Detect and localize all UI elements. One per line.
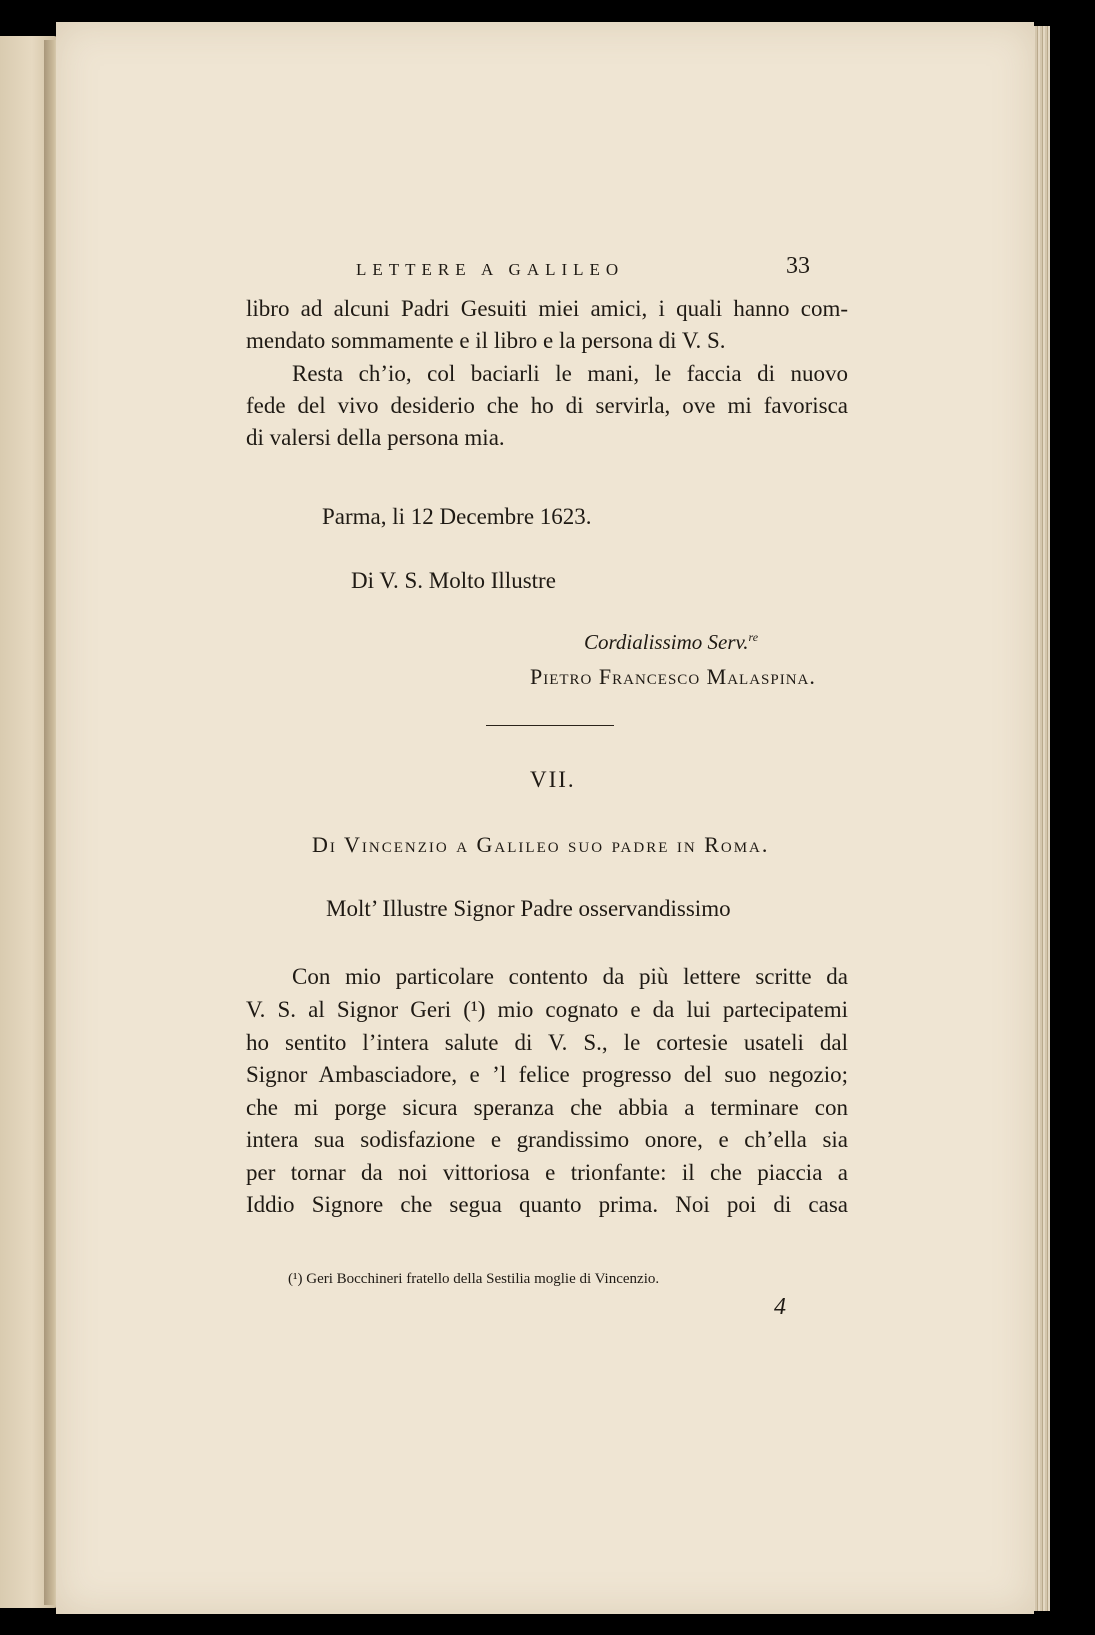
salutation: Di V. S. Molto Illustre (351, 568, 556, 593)
section-title: Di Vincenzio a Galileo suo padre in Roma. (312, 832, 770, 857)
body-line: Con mio particolare contento da più lettere scritte da (292, 964, 848, 989)
body-line: mendato sommamente e il libro e la persona di V. S. (246, 328, 726, 353)
body-line: fede del vivo desiderio che ho di servirla, ove mi favorisca (246, 393, 848, 418)
place-date: Parma, li 12 Decembre 1623. (322, 504, 592, 529)
body-line: libro ad alcuni Padri Gesuiti miei amici, i quali hanno com- (246, 296, 848, 321)
body-line: ho sentito l’intera salute di V. S., le cortesie usateli dal (246, 1030, 848, 1055)
signature: Pietro Francesco Malaspina. (530, 664, 816, 689)
section-divider (486, 725, 614, 726)
letter-greeting: Molt’ Illustre Signor Padre osservandissimo (326, 896, 731, 921)
body-line: Resta ch’io, col baciarli le mani, le faccia di nuovo (292, 361, 848, 386)
body-line: V. S. al Signor Geri (¹) mio cognato e da lui partecipatemi (246, 997, 848, 1022)
page-number: 33 (786, 253, 810, 279)
section-number: VII. (530, 767, 576, 792)
closing (584, 630, 758, 655)
body-line: che mi porge sicura speranza che abbia a terminare con (246, 1095, 848, 1120)
book-page (56, 22, 1034, 1614)
body-line: per tornar da noi vittoriosa e trionfante: il che piaccia a (246, 1160, 848, 1185)
closing-text: Cordialissimo Serv. (584, 630, 749, 654)
running-head: LETTERE A GALILEO (356, 260, 625, 279)
closing-superscript: re (748, 630, 759, 644)
footnote: (¹) Geri Bocchineri fratello della Sestilia moglie di Vincenzio. (288, 1271, 660, 1287)
body-line: di valersi della persona mia. (246, 425, 505, 450)
body-line: Iddio Signore che segua quanto prima. Noi poi di casa (246, 1192, 848, 1217)
printer-signature-mark: 4 (774, 1294, 786, 1320)
body-line: intera sua sodisfazione e grandissimo onore, e ch’ella sia (246, 1127, 848, 1152)
body-line: Signor Ambasciadore, e ’l felice progresso del suo negozio; (246, 1062, 848, 1087)
